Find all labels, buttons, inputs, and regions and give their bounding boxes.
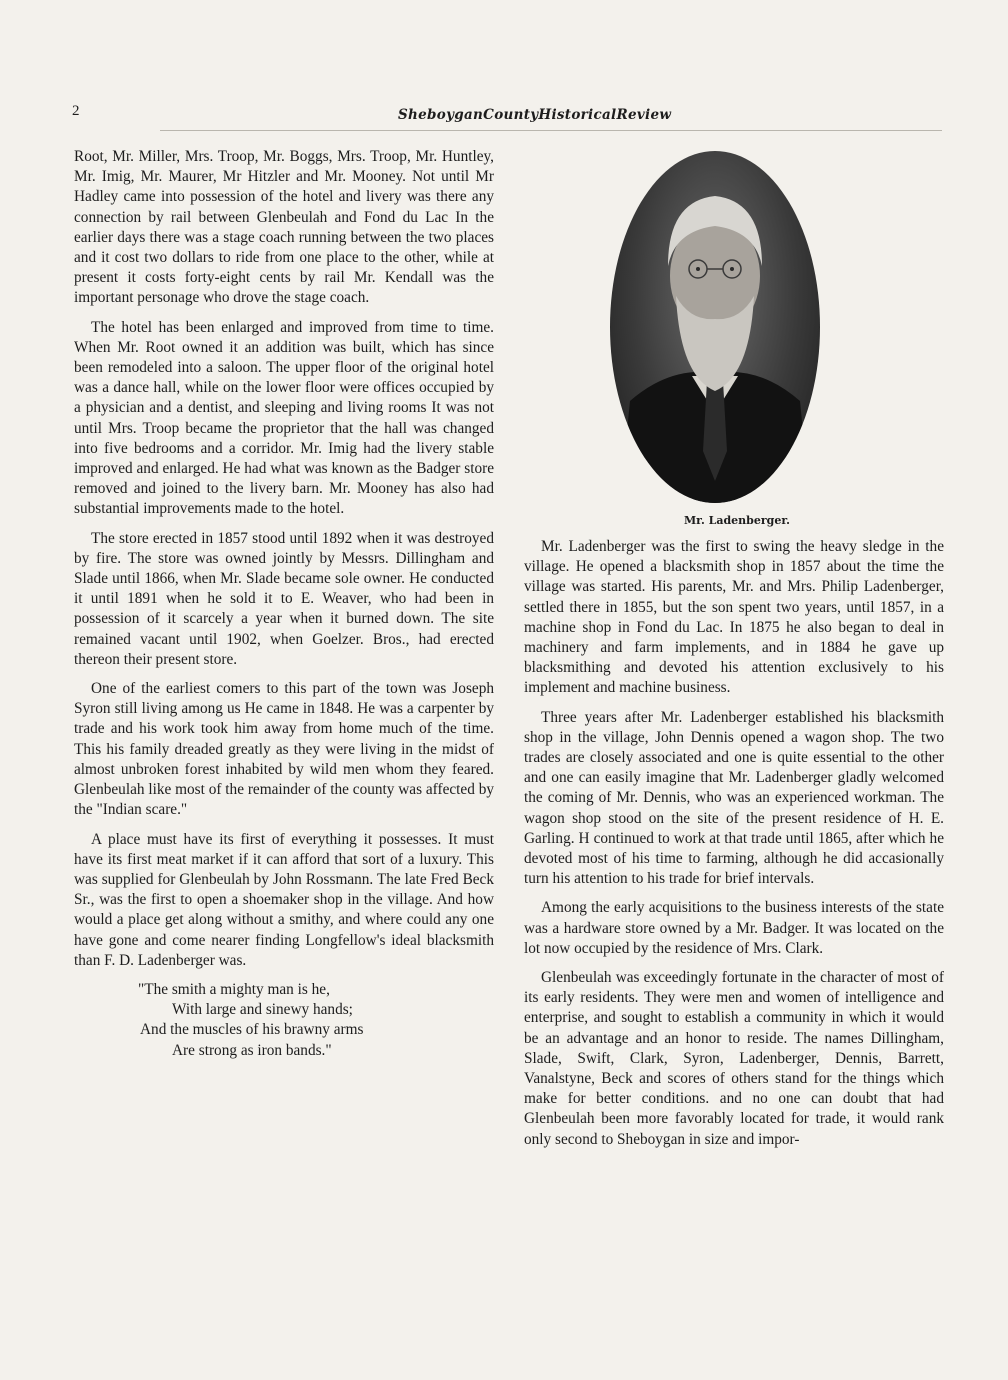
paragraph: The hotel has been enlarged and improved from time to time. When Mr. Root owned it an addition was built, which has since been remodeled into a saloon. The upper floor of the original hotel was a dance hall, while on the lower floor were offices occupied by a physician and a dentist, and sleeping and living rooms It was not until Mrs. Troop became the proprietor that the hall was changed into five bedrooms and a corridor. Mr. Imig had the livery stable improved and enlarged. He had what was known as the Badger store removed and joined to the livery barn. Mr. Mooney has also had substantial improvements made to the hotel. <box>74 318 494 518</box>
paragraph: A place must have its first of everything it possesses. It must have its first meat market if it can afford that sort of a luxury. This was supplied for Glenbeulah by John Rossmann. The late Fred Beck Sr., was the first to open a shoemaker shop in the village. And how would a place get along without a smithy, and where could any one have gone and come nearer finding Longfellow's ideal blacksmith than F. D. Ladenberger was. <box>74 830 494 969</box>
running-header: SheboyganCountyHistoricalReview <box>398 107 672 123</box>
paragraph: One of the earliest comers to this part of the town was Joseph Syron still living among us He came in 1848. He was a carpenter by trade and his work took him away from home much of the time. This his family dreaded greatly as they were living in the midst of almost unbroken forest inhabited by wild men whom they feared. Glenbeulah like most of the remainder of the county was affected by the "Indian scare." <box>74 680 494 819</box>
poem-line: And the muscles of his brawny arms <box>140 1021 364 1039</box>
portrait-photo <box>610 151 820 503</box>
header-rule <box>160 130 942 131</box>
paragraph: Glenbeulah was exceedingly fortunate in the character of most of its early residents. They were men and women of intelligence and enterprise, and sought to establish a community in which it would be an advantage and an honor to reside. The names Dillingham, Slade, Swift, Clark, Syron, Ladenberger, Dennis, Barrett, Vanalstyne, Beck and scores of others stand for the things which make for better conditions. and no one can doubt that had Glenbeulah been more favorably located for trade, it would rank only second to Sheboygan in size and impor- <box>524 969 944 1148</box>
poem-line: With large and sinewy hands; <box>172 1001 353 1019</box>
poem <box>138 980 494 1061</box>
paragraph: Mr. Ladenberger was the first to swing the heavy sledge in the village. He opened a blacksmith shop in 1857 about the time the village was started. His parents, Mr. and Mrs. Philip Ladenberger, settled there in 1855, but the son spent two years, until 1857, in a machine shop in Fond du Lac. In 1875 he also began to deal in machinery and farm implements, and in 1884 he gave up blacksmithing and devoted his attention exclusively to his implement and machine business. <box>524 538 944 697</box>
paragraph: The store erected in 1857 stood until 1892 when it was destroyed by fire. The store was owned jointly by Messrs. Dillingham and Slade until 1866, when Mr. Slade became sole owner. He conducted it until 1891 when he sold it to E. Weaver, who had been in possession of it scarcely a year when it burned down. The site remained vacant until 1902, when Goelzer. Bros., had erected thereon their present store. <box>74 529 494 668</box>
right-column <box>524 537 944 1159</box>
poem-line: "The smith a mighty man is he, <box>138 980 330 998</box>
page-number: 2 <box>72 103 80 119</box>
paragraph: Root, Mr. Miller, Mrs. Troop, Mr. Boggs, Mrs. Troop, Mr. Huntley, Mr. Imig, Mr. Maurer, Mr Hitzler and Mr. Mooney. Not until Mr Hadley came into possession of the hotel and livery was there any connection by rail between Glenbeulah and Fond du Lac In the earlier days there was a stage coach running between the two places and it cost two dollars to ride from one place to the other, while at present it costs forty-eight cents by rail Mr. Kendall was the important personage who drove the stage coach. <box>74 148 494 307</box>
paragraph: Among the early acquisitions to the business interests of the state was a hardware store owned by a Mr. Badger. It was located on the lot now occupied by the residence of Mrs. Clark. <box>524 899 944 957</box>
left-column <box>74 147 494 1061</box>
portrait-caption: Mr. Ladenberger. <box>684 514 790 527</box>
poem-line: Are strong as iron bands." <box>172 1041 332 1059</box>
paragraph: Three years after Mr. Ladenberger established his blacksmith shop in the village, John Dennis opened a wagon shop. The two trades are closely associated and one is quite essential to the other and one can easily imagine that Mr. Ladenberger gladly welcomed the coming of Mr. Dennis, who was an experienced workman. The wagon shop stood on the site of the present residence of H. E. Garling. H continued to work at that trade until 1865, after which he devoted most of his time to farming, although he did accasionally turn his attention to his trade for brief intervals. <box>524 708 944 888</box>
